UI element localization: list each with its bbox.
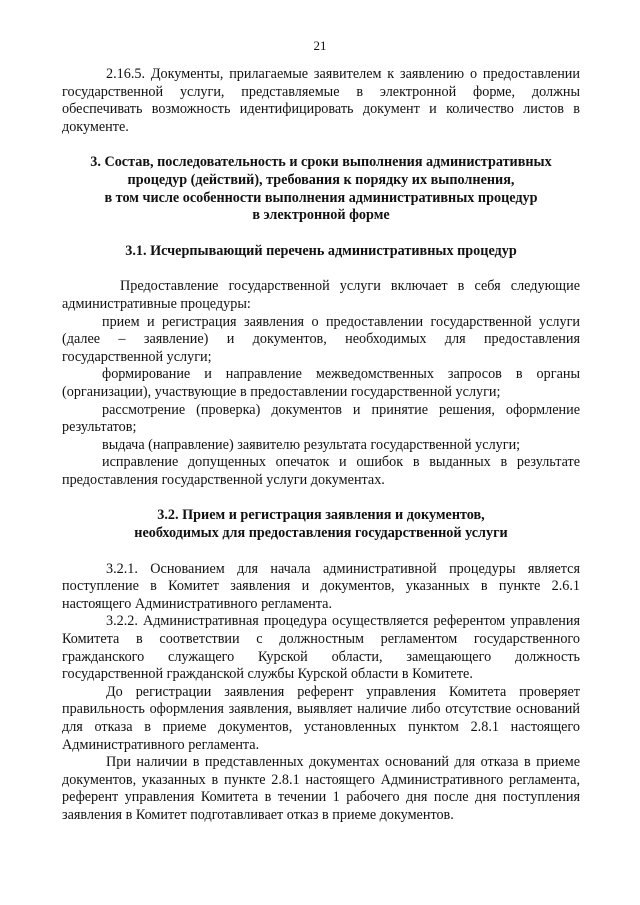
page-content xyxy=(62,66,580,825)
paragraph-2-16-5: 2.16.5. Документы, прилагаемые заявителем к заявлению о предоставлении государственной услуги, представляемые в электронной форме, должны обеспечивать возможность идентифицировать документ и количество листов в документе. xyxy=(62,66,580,135)
section-3-2-heading-line: необходимых для предоставления государственной услуги xyxy=(134,525,508,542)
procedure-list-item: прием и регистрация заявления о предоставлении государственной услуги (далее – заявление) и документов, необходимых для предоставления государственной услуги; xyxy=(62,313,580,365)
procedure-list-item: формирование и направление межведомственных запросов в органы (организации), участвующие в предоставлении государственной услуги; xyxy=(62,366,580,400)
procedure-list-item: исправление допущенных опечаток и ошибок в выданных в результате предоставления государственной услуги документах. xyxy=(62,454,580,488)
paragraph-refusal: При наличии в представленных документах оснований для отказа в приеме документов, указанных в пункте 2.8.1 настоящего Административного регламента, референт управления Комитета в течении 1 рабочего дня после дня поступления заявления в Комитет подготавливает отказ в приеме документов. xyxy=(62,754,580,823)
section-3-heading-line: 3. Состав, последовательность и сроки выполнения административных xyxy=(90,154,552,171)
section-3-heading-line: в электронной форме xyxy=(252,207,390,224)
section-3-heading-line: процедур (действий), требования к порядку их выполнения, xyxy=(127,171,515,188)
paragraph-3-2-1: 3.2.1. Основанием для начала административной процедуры является поступление в Комитет заявления и документов, указанных в пункте 2.6.1 настоящего Административного регламента. xyxy=(62,560,580,612)
section-3-heading xyxy=(62,154,580,224)
section-3-1-intro: Предоставление государственной услуги включает в себя следующие административные процедуры: xyxy=(62,278,580,312)
page-number: 21 xyxy=(313,38,327,53)
procedure-list-item: выдача (направление) заявителю результата государственной услуги; xyxy=(102,436,521,453)
section-3-1-heading: 3.1. Исчерпывающий перечень административных процедур xyxy=(125,242,517,259)
procedure-list-item: рассмотрение (проверка) документов и принятие решения, оформление результатов; xyxy=(62,401,580,436)
section-3-2-heading xyxy=(62,507,580,542)
paragraph-registration-check: До регистрации заявления референт управления Комитета проверяет правильность оформления заявления, выявляет наличие либо отсутствие оснований для отказа в приеме документов, установленных пунктом 2.8.1 настоящего Административного регламента. xyxy=(62,683,580,753)
section-3-heading-line: в том числе особенности выполнения административных процедур xyxy=(104,189,538,206)
section-3-2-heading-line: 3.2. Прием и регистрация заявления и документов, xyxy=(157,507,485,524)
paragraph-3-2-2: 3.2.2. Административная процедура осуществляется референтом управления Комитета в соответствии с должностным регламентом государственного гражданского служащего Курской области, замещающего должность государственной гражданской службы Курской области в Комитете. xyxy=(62,613,580,683)
